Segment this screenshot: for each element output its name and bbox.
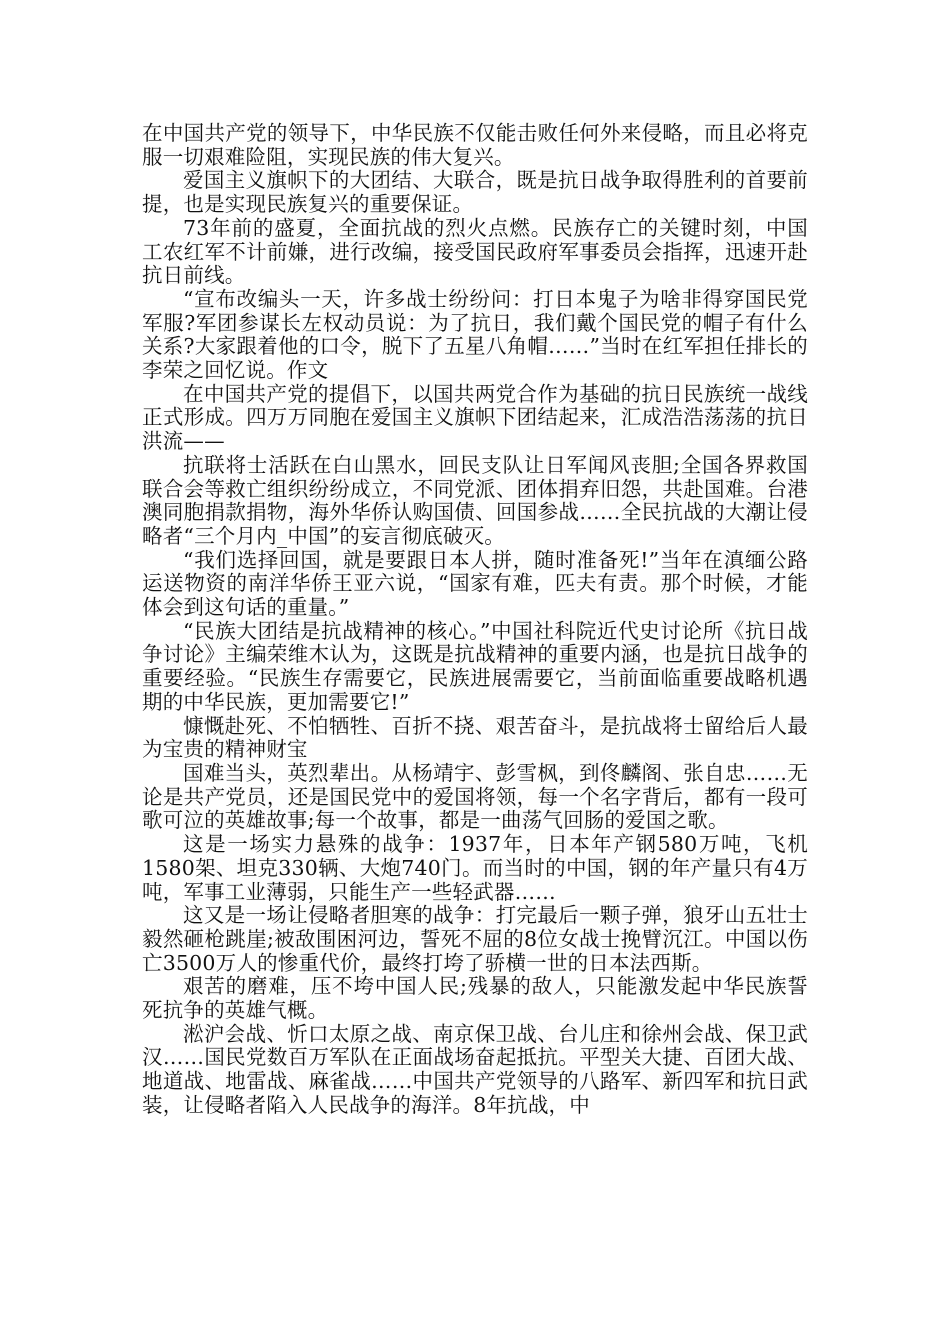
paragraph: “宣布改编头一天，许多战士纷纷问：打日本鬼子为啥非得穿国民党军服?军团参谋长左权动员说：为了抗日，我们戴个国民党的帽子有什么关系?大家跟着他的口令，脱下了五星八角帽……”当时在红军担任排长的李荣之回忆说。作文 — [142, 286, 808, 383]
paragraph: 爱国主义旗帜下的大团结、大联合，既是抗日战争取得胜利的首要前提，也是实现民族复兴的重要保证。 — [142, 168, 808, 217]
paragraph: 这是一场实力悬殊的战争：1937年，日本年产钢580万吨，飞机1580架、坦克330辆、大炮740门。而当时的中国，钢的年产量只有4万吨，军事工业薄弱，只能生产一些轻武器…… — [142, 832, 808, 904]
paragraph: 抗联将士活跃在白山黑水，回民支队让日军闻风丧胆;全国各界救国联合会等救亡组织纷纷成立，不同党派、团体捐弃旧怨，共赴国难。台港澳同胞捐款捐物，海外华侨认购国债、回国参战……全民抗战的大潮让侵略者“三个月内_中国”的妄言彻底破灭。 — [142, 452, 808, 548]
paragraph: 慷慨赴死、不怕牺牲、百折不挠、艰苦奋斗，是抗战将士留给后人最为宝贵的精神财宝 — [142, 713, 808, 762]
paragraph: 国难当头，英烈辈出。从杨靖宇、彭雪枫，到佟麟阁、张自忠……无论是共产党员，还是国民党中的爱国将领，每一个名字背后，都有一段可歌可泣的英雄故事;每一个故事，都是一曲荡气回肠的爱国之歌。 — [142, 760, 808, 833]
paragraph: 淞沪会战、忻口太原之战、南京保卫战、台儿庄和徐州会战、保卫武汉……国民党数百万军队在正面战场奋起抵抗。平型关大捷、百团大战、地道战、地雷战、麻雀战……中国共产党领导的八路军、新四军和抗日武装，让侵略者陷入人民战争的海洋。8年抗战，中 — [142, 1021, 808, 1117]
paragraph: 这又是一场让侵略者胆寒的战争：打完最后一颗子弹，狼牙山五壮士毅然砸枪跳崖;被敌围困河边，誓死不屈的8位女战士挽臂沉江。中国以伤亡3500万人的惨重代价，最终打垮了骄横一世的日本法西斯。 — [142, 903, 808, 975]
paragraph: “民族大团结是抗战精神的核心。”中国社科院近代史讨论所《抗日战争讨论》主编荣维木认为，这既是抗战精神的重要内涵，也是抗日战争的重要经验。“民族生存需要它，民族进展需要它，当前面临重要战略机遇期的中华民族，更加需要它!” — [142, 618, 808, 714]
paragraph: 在中国共产党的领导下，中华民族不仅能击败任何外来侵略，而且必将克服一切艰难险阻，实现民族的伟大复兴。 — [142, 121, 808, 169]
paragraph: 73年前的盛夏，全面抗战的烈火点燃。民族存亡的关键时刻，中国工农红军不计前嫌，进行改编，接受国民政府军事委员会指挥，迅速开赴抗日前线。 — [142, 215, 808, 288]
paragraph: 在中国共产党的提倡下，以国共两党合作为基础的抗日民族统一战线正式形成。四万万同胞在爱国主义旗帜下团结起来，汇成浩浩荡荡的抗日洪流—— — [142, 381, 808, 454]
paragraph: 艰苦的磨难，压不垮中国人民;残暴的敌人，只能激发起中华民族誓死抗争的英雄气概。 — [142, 974, 808, 1023]
document-body — [142, 122, 808, 1118]
paragraph: “我们选择回国，就是要跟日本人拼，随时准备死!”当年在滇缅公路运送物资的南洋华侨王亚六说，“国家有难，匹夫有责。那个时候，才能体会到这句话的重量。” — [142, 547, 808, 620]
